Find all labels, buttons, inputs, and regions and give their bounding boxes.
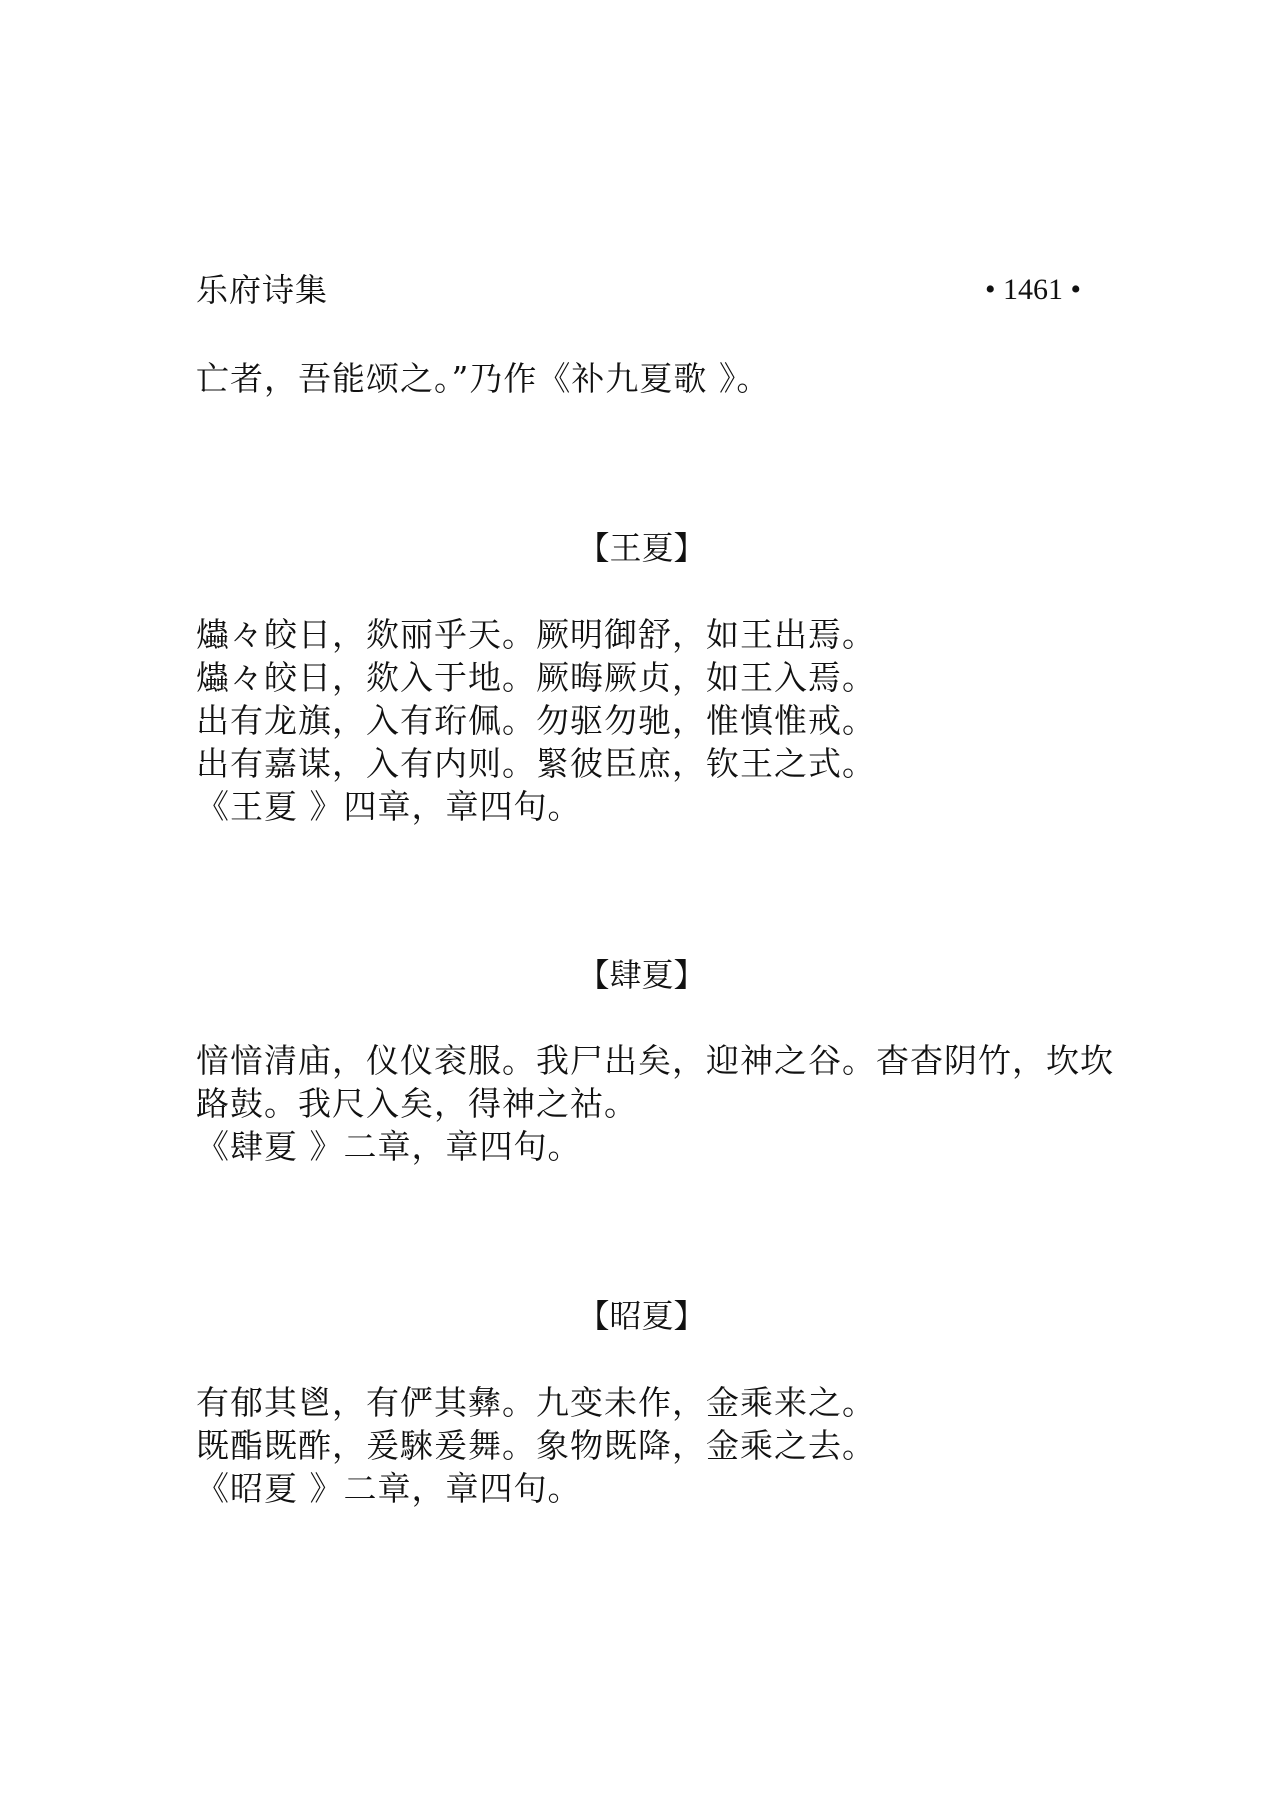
section-title-sixia: 【肆夏】 xyxy=(577,956,706,994)
poem-line: 出有嘉谋，入有内则。緊彼臣庶，钦王之式。 xyxy=(196,744,876,783)
poem-line: 爞々皎日，欻丽乎天。厥明御舒，如王出焉。 xyxy=(196,615,876,654)
intro-line: 亡者，吾能颂之。”乃作《补九夏歌 》。 xyxy=(196,359,771,398)
poem-line: 路鼓。我尺入矣，得神之祜。 xyxy=(196,1084,638,1123)
section-note: 《昭夏 》二章，章四句。 xyxy=(196,1469,582,1508)
page-header xyxy=(196,268,1081,312)
poem-line: 有郁其鬯，有俨其彝。九变未作，金乘来之。 xyxy=(196,1383,876,1422)
section-note: 《肆夏 》二章，章四句。 xyxy=(196,1127,582,1166)
section-title-wangxia: 【王夏】 xyxy=(577,529,706,567)
section-note: 《王夏 》四章，章四句。 xyxy=(196,787,582,826)
section-title-zhaoxia: 【昭夏】 xyxy=(577,1297,706,1335)
page-number: • 1461 • xyxy=(984,273,1081,306)
poem-line: 愔愔清庙，仪仪衮服。我尸出矣，迎神之谷。杳杳阴竹，坎坎 xyxy=(196,1041,1114,1080)
poem-line: 既酯既酢，爰騋爰舞。象物既降，金乘之去。 xyxy=(196,1426,876,1465)
book-title: 乐府诗集 xyxy=(196,271,329,309)
poem-line: 爞々皎日，欻入于地。厥晦厥贞，如王入焉。 xyxy=(196,658,876,697)
poem-line: 出有龙旗，入有珩佩。勿驱勿驰，惟慎惟戒。 xyxy=(196,701,876,740)
